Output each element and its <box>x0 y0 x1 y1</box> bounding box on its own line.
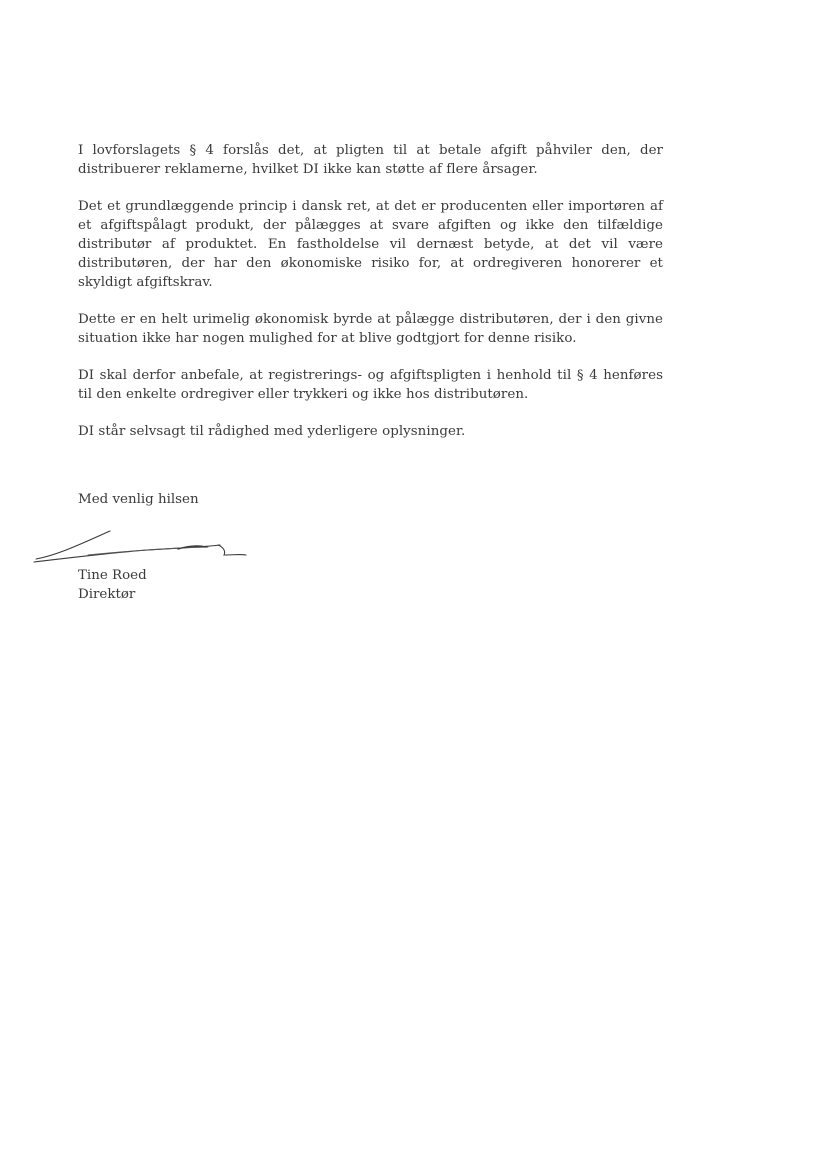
signer-title: Direktør <box>78 587 136 602</box>
signer-name: Tine Roed <box>78 568 147 583</box>
paragraph-2: Det et grundlæggende princip i dansk ret, at det er producenten eller importøren af et afgiftspålagt produkt, der pålægges at svare afgiften og ikke den tilfældige distributør af produktet. En fastholdelse vil dernæst betyde, at det vil være distributøren, der har den økonomiske risiko for, at ordregiveren honorerer et skyldigt afgiftskrav. <box>78 199 663 290</box>
handwritten-signature <box>28 525 258 570</box>
signer-block <box>78 566 147 604</box>
paragraph-4: DI skal derfor anbefale, at registrerings- og afgiftspligten i henhold til § 4 henføres til den enkelte ordregiver eller trykkeri og ikke hos distributøren. <box>78 368 663 402</box>
letter-body <box>78 141 663 459</box>
paragraph-5: DI står selvsagt til rådighed med yderligere oplysninger. <box>78 424 466 439</box>
paragraph-3: Dette er en helt urimelig økonomisk byrde at pålægge distributøren, der i den givne situation ikke har nogen mulighed for at blive godtgjort for denne risiko. <box>78 312 663 346</box>
paragraph-1: I lovforslagets § 4 forslås det, at pligten til at betale afgift påhviler den, der distribuerer reklamerne, hvilket DI ikke kan støtte af flere årsager. <box>78 143 663 177</box>
closing-salutation: Med venlig hilsen <box>78 492 199 507</box>
